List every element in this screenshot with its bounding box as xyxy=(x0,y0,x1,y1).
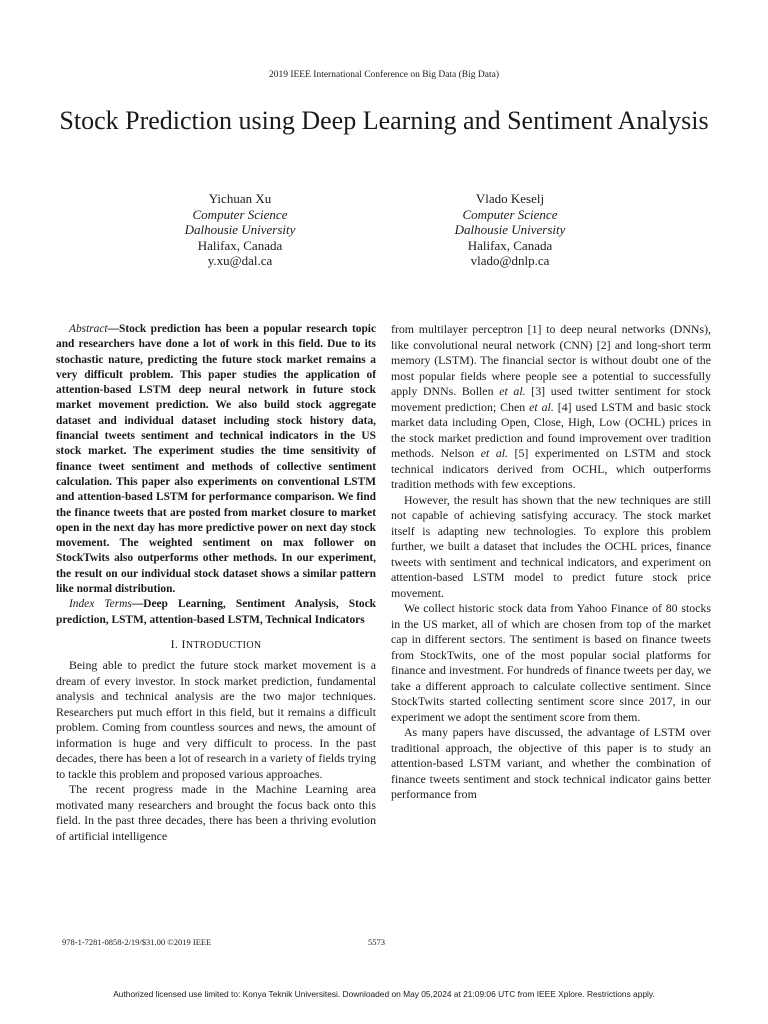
footer-isbn: 978-1-7281-0858-2/19/$31.00 ©2019 IEEE xyxy=(62,937,212,947)
abstract-label: Abstract xyxy=(69,323,108,335)
page-number: 5573 xyxy=(368,937,385,947)
author-email: y.xu@dal.ca xyxy=(207,253,273,269)
right-column xyxy=(391,322,711,803)
abstract-paragraph: Abstract—Stock prediction has been a popular research topic and researchers have done a lot of work in this field. Due to its stochastic nature, predicting the future stock market remains a very difficult problem. This paper studies the application of attention-based LSTM deep neural network in future stock market movement prediction. We also build stock aggregate dataset and individual dataset including stock history data, financial tweets sentiment and technical indicators in the US stock market. The experiment studies the time sensitivity of finance tweet sentiment and methods of collective sentiment calculation. This paper also experiments on conventional LSTM and attention-based LSTM for performance comparison. We find the finance tweets that are posted from market closure to market open in the next day has more predictive power on next day stock movement. The weighted sentiment on max follower on StockTwits also outperforms other methods. In our experiment, the result on our individual stock dataset shows a similar pattern like normal distribution. xyxy=(56,323,376,596)
paper-title: Stock Prediction using Deep Learning and Sentiment Analysis xyxy=(59,106,709,135)
index-terms-text: Deep Learning, Sentiment Analysis, Stock prediction, LSTM, attention-based LSTM, Technical Indicators xyxy=(56,598,376,626)
author-block xyxy=(110,191,370,269)
author-department: Computer Science xyxy=(462,206,558,222)
author-name: Vlado Keselj xyxy=(475,191,545,206)
author-city: Halifax, Canada xyxy=(197,237,283,253)
text-run: [4] used LSTM and basic stock market data including Open, Close, High, Low (OCHL) prices in the stock market prediction and found improvement over tradition methods. Nelson xyxy=(391,399,712,460)
body-paragraph: As many papers have discussed, the advantage of LSTM over traditional approach, the objective of this paper is to study an attention-based LSTM variant, and whether the combination of finance tweets sentiment and stock technical indicator gains better performance from xyxy=(391,725,711,801)
author-university: Dalhousie University xyxy=(184,222,296,238)
abstract-text: Stock prediction has been a popular research topic and researchers have done a lot of work in this field. Due to its stochastic nature, predicting the future stock market remains a very difficult problem. This paper studies the application of attention-based LSTM deep neural network in future stock market movement prediction. We also build stock aggregate dataset and individual dataset including stock history data, financial tweets sentiment and technical indicators in the US stock market. The experiment studies the time sensitivity of finance tweet sentiment and methods of collective sentiment calculation. This paper also experiments on conventional LSTM and attention-based LSTM for performance comparison. We find the finance tweets that are posted from market closure to market open in the next day has more predictive power on next day stock movement. The weighted sentiment on max follower on StockTwits also outperforms other methods. In our experiment, the result on our individual stock dataset shows a similar pattern like normal distribution. xyxy=(56,323,376,596)
section-number: I. xyxy=(170,636,179,651)
body-paragraph: The recent progress made in the Machine Learning area motivated many researchers and brought the focus back onto this field. In the past three decades, there has been a thriving evolution of artificial intelligence xyxy=(56,782,376,843)
body-paragraph: We collect historic stock data from Yahoo Finance of 80 stocks in the US market, all of which are chosen from top of the market cap in different sectors. The sentiment is based on finance tweets from StockTwits, one of the most popular social platforms for finance and investment. For hundreds of finance tweets per day, we take a different approach to calculate collective sentiment. Since StockTwits started collecting sentiment score since 2017, in our experiment we adopt the sentiment score from them. xyxy=(391,601,711,724)
et-al: et al. xyxy=(529,399,554,414)
et-al: et al. xyxy=(499,384,526,398)
section-title-initial: I xyxy=(181,636,186,651)
text-run: [5] experimented on LSTM and stock technical indicators derived from OCHL, which outperforms tradition methods with few exceptions. xyxy=(391,446,712,491)
author-department: Computer Science xyxy=(192,206,288,222)
author-email: vlado@dnlp.ca xyxy=(470,253,550,269)
author-block xyxy=(380,191,640,269)
text-run: from multilayer perceptron [1] to deep neural networks (DNNs), like convolutional neural network (CNN) [2] and long-short term memory (LSTM). The financial sector is without doubt one of the most popular fields where people see a potential to successfully apply DNNs. Bollen xyxy=(391,322,711,398)
conference-header: 2019 IEEE International Conference on Big Data (Big Data) xyxy=(268,70,500,80)
index-terms: Index Terms—Deep Learning, Sentiment Analysis, Stock prediction, LSTM, attention-based LSTM, Technical Indicators xyxy=(56,598,376,626)
left-column xyxy=(56,322,376,844)
author-university: Dalhousie University xyxy=(454,222,566,238)
et-al: et al. xyxy=(480,446,508,460)
text-run: [3] used twitter sentiment for stock movement prediction; Chen xyxy=(391,384,711,414)
abstract xyxy=(56,322,376,628)
section-title-rest: NTRODUCTION xyxy=(185,639,262,651)
index-terms-label: Index Terms xyxy=(69,598,132,611)
body-paragraph xyxy=(391,322,711,493)
section-heading xyxy=(56,637,376,654)
body-paragraph: However, the result has shown that the new techniques are still not capable of achieving satisfying accuracy. The stock market itself is adapting new technologies. To explore this problem further, we built a dataset that includes the OCHL prices, finance tweets with sentiment and technical indicators, and experiment on attention-based LSTM model to predict future stock price movement. xyxy=(391,492,711,600)
author-city: Halifax, Canada xyxy=(467,237,553,253)
license-notice: Authorized licensed use limited to: Konya Teknik Universitesi. Downloaded on May 05,2024 at 21:09:06 UTC from IEEE Xplore. Restrictions apply. xyxy=(113,989,655,999)
body-paragraph: Being able to predict the future stock market movement is a dream of every investor. In stock market prediction, fundamental analysis and technical analysis are the two major techniques. Researchers put much effort in this field, but it remains a difficult problem. Coming from countless sources and news, the amount of information is huge and very difficult to process. In the past decades, there has been a lot of research in a variety of fields trying to tackle this problem and proposed various approaches. xyxy=(56,658,376,781)
author-name: Yichuan Xu xyxy=(208,191,272,206)
